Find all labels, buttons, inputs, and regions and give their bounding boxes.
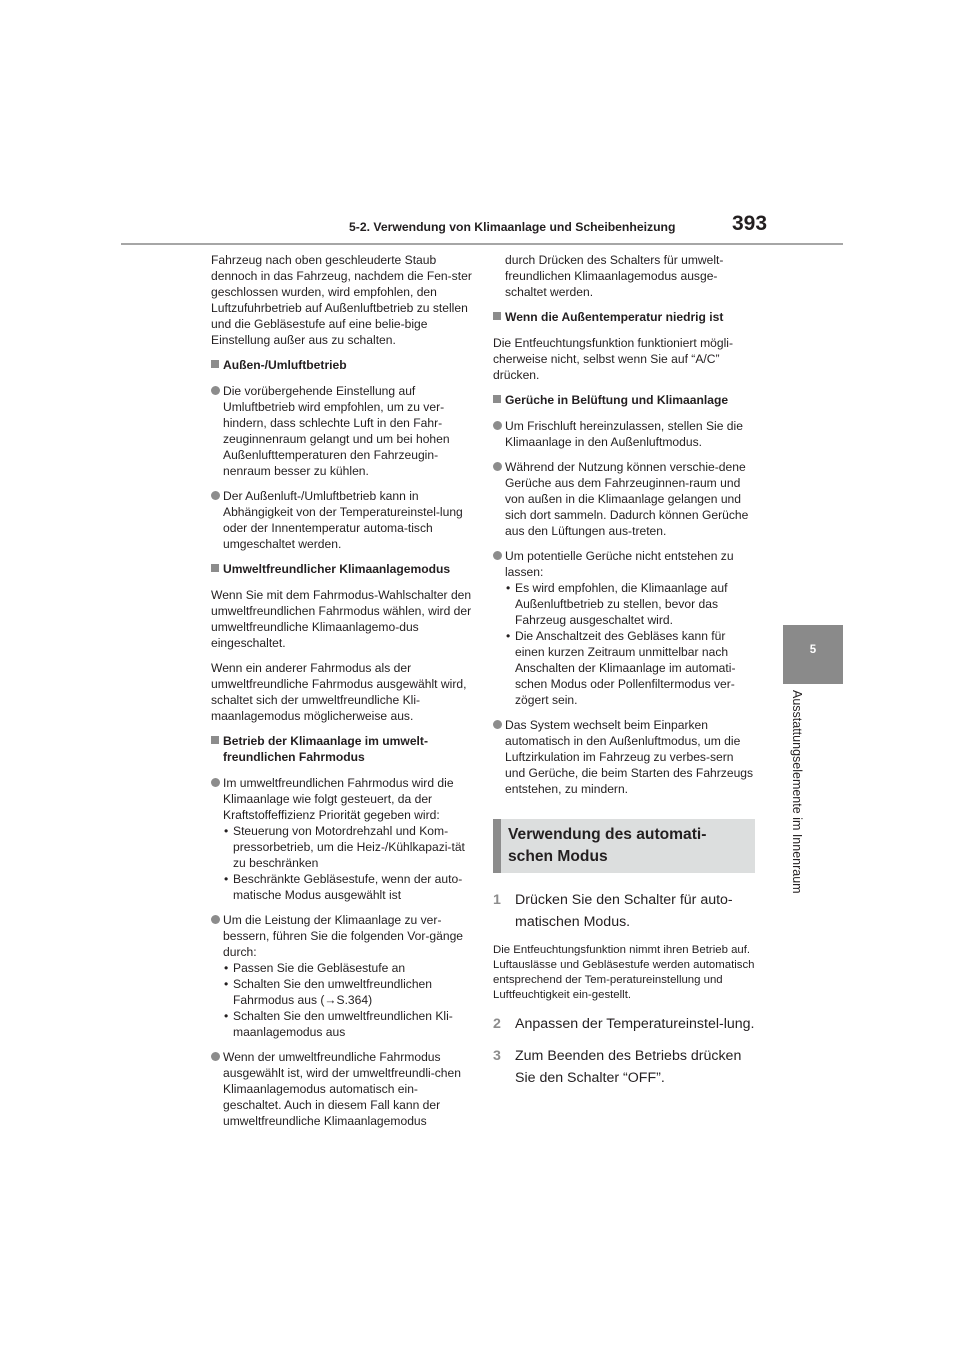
heading-low-outside-temperature — [493, 309, 755, 325]
right-column — [493, 252, 755, 1099]
heading-text: Betrieb der Klimaanlage im umwelt-freundlichen Fahrmodus — [223, 734, 428, 764]
sub-bullet: • Steuerung von Motordrehzahl und Kom-pressorbetrieb, um die Heiz-/Kühlkapazi-tät zu beschränken — [223, 823, 473, 871]
step-3 — [493, 1045, 755, 1089]
bullet-item — [493, 418, 755, 450]
heading-eco-drive-ac-operation — [211, 733, 473, 765]
circle-bullet-icon — [493, 462, 502, 471]
section-heading-line: Verwendung des automati- — [508, 826, 707, 843]
chapter-label: Ausstattungselemente im Innenraum — [790, 690, 804, 894]
square-bullet-icon — [211, 564, 219, 572]
heading-outside-recirculation — [211, 357, 473, 373]
bullet-text: Um die Leistung der Klimaanlage zu ver-bessern, führen Sie die folgenden Vor-gänge durch: — [223, 913, 464, 959]
circle-bullet-icon — [211, 491, 220, 500]
section-heading-line: schen Modus — [508, 848, 608, 865]
bullet-text: Im umweltfreundlichen Fahrmodus wird die Klimaanlage wie folgt gesteuert, da der Kraftstoffeffizienz Priorität gegeben wird: — [223, 776, 454, 822]
left-column — [211, 252, 473, 1138]
bullet-item — [493, 548, 755, 708]
circle-bullet-icon — [211, 1052, 220, 1061]
step-number: 2 — [493, 1016, 501, 1032]
square-bullet-icon — [493, 395, 501, 403]
step-1 — [493, 889, 755, 933]
step-number: 3 — [493, 1048, 501, 1064]
heading-odors — [493, 392, 755, 408]
step-text: Anpassen der Temperatureinstel-lung. — [515, 1016, 755, 1032]
bullet-text: Um Frischluft hereinzulassen, stellen Sie die Klimaanlage in den Außenluftmodus. — [505, 419, 743, 449]
sub-bullet: • Die Anschaltzeit des Gebläses kann für einen kurzen Zeitraum unmittelbar nach Anschalten der Klimaanlage im automati-schen Modus oder Pollenfiltermodus ver-zögert sein. — [505, 628, 755, 708]
heading-eco-ac-mode — [211, 561, 473, 577]
paragraph: Wenn Sie mit dem Fahrmodus-Wahlschalter den umweltfreundlichen Fahrmodus wählen, wird der umweltfreundliche Klimaanlagemo-dus eingeschaltet. — [211, 588, 472, 650]
bullet-text: Während der Nutzung können verschie-dene Gerüche aus dem Fahrzeuginnen-raum und von außen in die Klimaanlage gelangen und sich dort sammeln. Dadurch können Gerüche aus den Lüftungen aus-treten. — [505, 460, 749, 538]
sub-bullet: • Es wird empfohlen, die Klimaanlage auf Außenluftbetrieb zu stellen, bevor das Fahrzeug ausgeschaltet wird. — [505, 580, 755, 628]
bullet-text: Wenn der umweltfreundliche Fahrmodus ausgewählt ist, wird der umweltfreundli-chen Klimaanlagemodus automatisch ein-geschaltet. Auch in diesem Fall kann der umweltfreundliche Klimaanlagemodus — [223, 1050, 461, 1128]
bullet-item — [493, 717, 755, 797]
sub-bullet: • Passen Sie die Gebläsestufe an — [223, 960, 473, 976]
square-bullet-icon — [493, 312, 501, 320]
chapter-tab-number: 5 — [809, 644, 817, 656]
bullet-text: Die vorübergehende Einstellung auf Umluftbetrieb wird empfohlen, um zu ver-hindern, dass schlechte Luft in den Fahr-zeuginnenraum gelangt und um bei hohen Außenlufttemperaturen den Fahrzeugin-nenraum besser zu kühlen. — [223, 384, 450, 478]
bullet-item — [211, 488, 473, 552]
sub-bullet: • Schalten Sie den umweltfreundlichen Fahrmodus aus (→S.364) — [223, 976, 473, 1008]
circle-bullet-icon — [493, 720, 502, 729]
paragraph: Wenn ein anderer Fahrmodus als der umweltfreundliche Fahrmodus ausgewählt wird, schaltet sich der umweltfreundliche Kli-maanlagemodus möglicherweise aus. — [211, 661, 467, 723]
step-text: Zum Beenden des Betriebs drücken Sie den Schalter “OFF”. — [515, 1048, 742, 1086]
paragraph: Die Entfeuchtungsfunktion funktioniert mögli-cherweise nicht, selbst wenn Sie auf “A/C” drücken. — [493, 336, 733, 382]
circle-bullet-icon — [211, 386, 220, 395]
square-bullet-icon — [211, 360, 219, 368]
circle-bullet-icon — [493, 551, 502, 560]
heading-text: Außen-/Umluftbetrieb — [223, 358, 347, 372]
step-number: 1 — [493, 892, 501, 908]
step-text: Drücken Sie den Schalter für auto-matischen Modus. — [515, 892, 733, 930]
circle-bullet-icon — [493, 421, 502, 430]
intro-paragraph: Fahrzeug nach oben geschleuderte Staub dennoch in das Fahrzeug, nachdem die Fen-ster geschlossen wurden, wird empfohlen, den Luftzufuhrbetrieb auf Außenluftbetrieb zu stellen und die Gebläsestufe auf eine belie-bige Einstellung außer aus zu schalten. — [211, 253, 472, 347]
sub-bullet: • Beschränkte Gebläsestufe, wenn der auto-matische Modus ausgewählt ist — [223, 871, 473, 903]
bullet-text: Der Außenluft-/Umluftbetrieb kann in Abhängigkeit von der Temperatureinstel-lung oder der Innentemperatur automa-tisch umgeschaltet werden. — [223, 489, 463, 551]
header-divider — [121, 243, 843, 245]
continued-paragraph: durch Drücken des Schalters für umwelt-freundlichen Klimaanlagemodus ausge-schaltet werden. — [505, 253, 724, 299]
circle-bullet-icon — [211, 778, 220, 787]
heading-text: Wenn die Außentemperatur niedrig ist — [505, 310, 724, 324]
bullet-text: Um potentielle Gerüche nicht entstehen zu lassen: — [505, 549, 734, 579]
step-note: Die Entfeuchtungsfunktion nimmt ihren Betrieb auf. Luftauslässe und Gebläsestufe werden automatisch entsprechend der Tem-peratureinstellung und Luftfeuchtigkeit ein-gestellt. — [493, 944, 755, 1001]
section-title: 5-2. Verwendung von Klimaanlage und Scheibenheizung — [349, 220, 676, 234]
bullet-item — [211, 1049, 473, 1129]
bullet-item — [211, 912, 473, 1040]
chapter-tab — [783, 625, 843, 684]
bullet-text: Das System wechselt beim Einparken automatisch in den Außenluftmodus, um die Luftzirkulation im Fahrzeug zu verbes-sern und Gerüche, die beim Starten des Fahrzeugs entstehen, zu mindern. — [505, 718, 754, 796]
heading-text: Gerüche in Belüftung und Klimaanlage — [505, 393, 729, 407]
section-heading-box — [493, 819, 755, 873]
bullet-item — [493, 459, 755, 539]
sub-bullet: • Schalten Sie den umweltfreundlichen Kli-maanlagemodus aus — [223, 1008, 473, 1040]
page-number: 393 — [732, 212, 768, 235]
circle-bullet-icon — [211, 915, 220, 924]
step-2 — [493, 1013, 755, 1035]
bullet-item — [211, 775, 473, 903]
heading-text: Umweltfreundlicher Klimaanlagemodus — [223, 562, 451, 576]
square-bullet-icon — [211, 736, 219, 744]
bullet-item — [211, 383, 473, 479]
